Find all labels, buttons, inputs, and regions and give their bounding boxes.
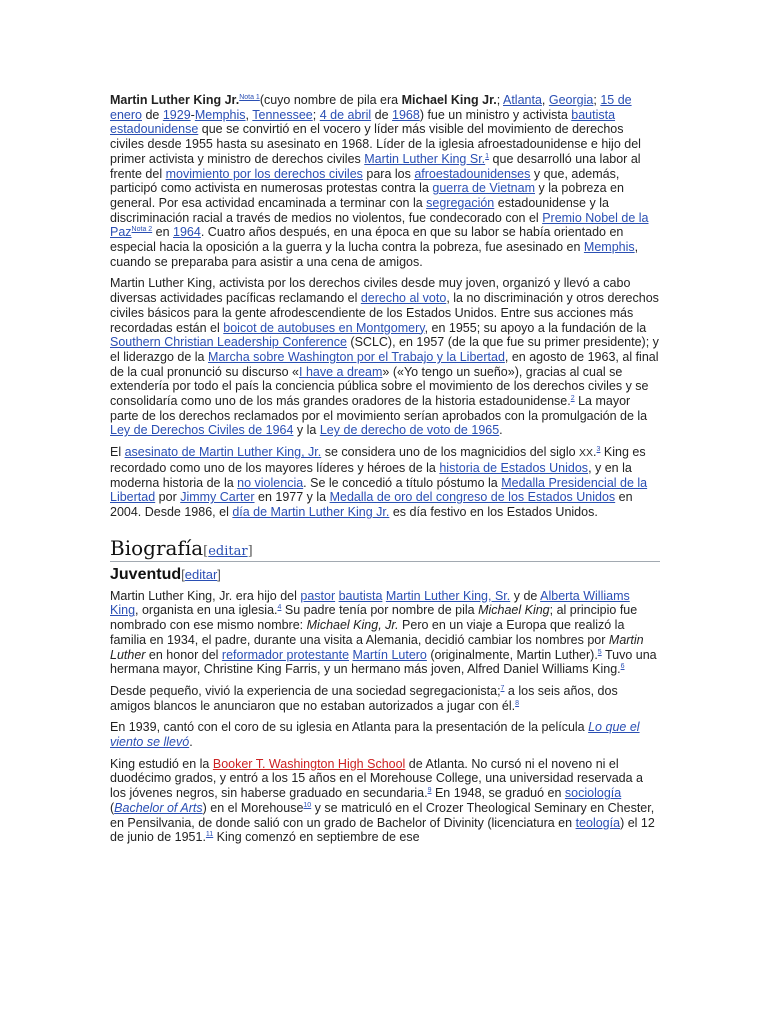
link-sociologia[interactable]: sociología xyxy=(564,786,622,801)
link-medalla-presidencial[interactable]: Medalla Presidencial de la Libertad xyxy=(110,475,648,505)
link-atlanta[interactable]: Atlanta xyxy=(503,93,542,107)
choir-paragraph: En 1939, cantó con el coro de su iglesia en Atlanta para la presentación de la película Lo que el viento se llevó. xyxy=(110,720,640,750)
link-movimiento-derechos-civiles[interactable]: movimiento por los derechos civiles xyxy=(165,166,363,181)
footnote-ref[interactable]: 1 xyxy=(485,152,490,160)
link-booker-washington-school[interactable]: Booker T. Washington High School xyxy=(212,756,406,771)
link-dia-mlk[interactable]: día de Martin Luther King Jr. xyxy=(232,504,390,519)
link-sclc[interactable]: Southern Christian Leadership Conference xyxy=(110,335,347,350)
link-afroestadounidenses[interactable]: afroestadounidenses xyxy=(414,166,531,181)
link-tennessee[interactable]: Tennessee xyxy=(252,107,313,122)
footnote-ref[interactable]: 7 xyxy=(500,684,505,692)
section-heading-juventud: Juventud[editar] xyxy=(110,565,221,583)
link-bautista[interactable]: bautista xyxy=(338,588,383,603)
link-memphis[interactable]: Memphis xyxy=(583,240,635,255)
link-memphis[interactable]: Memphis xyxy=(194,107,246,122)
link-mlk-sr[interactable]: Martin Luther King, Sr. xyxy=(385,588,511,603)
footnote-ref[interactable]: 4 xyxy=(277,604,282,612)
article-body xyxy=(110,93,660,852)
childhood-paragraph: Desde pequeño, vivió la experiencia de una sociedad segregacionista;$^7$ a los seis años, dos amigos blancos le anunciaron que no estaban autorizados a jugar con él.$^8$ xyxy=(110,683,618,713)
link-premio-nobel[interactable]: Premio Nobel de la Paz xyxy=(110,210,649,240)
footnote-ref[interactable]: Nota 2 xyxy=(131,226,153,234)
footnote-ref[interactable]: 11 xyxy=(205,831,214,839)
link-mlk-sr[interactable]: Martin Luther King Sr. xyxy=(364,151,486,166)
link-guerra-vietnam[interactable]: guerra de Vietnam xyxy=(432,181,536,196)
activism-paragraph: Martin Luther King, activista por los derechos civiles desde muy joven, organizó y llevó a cabo diversas actividades pacíficas reclamando el derecho al voto, la no discriminación y otros derechos civiles básicos para la gente afrodescendiente de los Estados Unidos. Entre sus acciones más recordadas están el boicot de autobuses en Montgomery, en 1955; su apoyo a la fundación de la Southern Christian Leadership Conference (SCLC), en 1957 (de la que fue su primer presidente); y el liderazgo de la Marcha sobre Washington por el Trabajo y la Libertad, en agosto de 1963, al final de la cual pronunció su discurso «I have a dream» («Yo tengo un sueño»), gracias al cual se extendería por todo el país la conciencia pública sobre el movimiento de los derechos civiles y se consolidaría como uno de los más grandes oradores de la historia estadounidense.$^2$ La mayor parte de los derechos reclamados por el movimiento serían aprobados con la promulgación de la Ley de Derechos Civiles de 1964 y la Ley de derecho de voto de 1965. xyxy=(110,276,659,438)
link-teologia[interactable]: teología xyxy=(575,815,621,830)
link-segregacion[interactable]: segregación xyxy=(426,195,495,210)
legacy-paragraph: El asesinato de Martin Luther King, Jr. se considera uno de los magnicidios del siglo XX.$^3$ King es recordado como uno de los mayores líderes y héroes de la historia de Estados Unidos, y en la moderna historia de la no violencia. Se le concedió a título póstumo la Medalla Presidencial de la Libertad por Jimmy Carter en 1977 y la Medalla de oro del congreso de los Estados Unidos en 2004. Desde 1986, el día de Martin Luther King Jr. es día festivo en los Estados Unidos. xyxy=(110,445,648,519)
footnote-ref[interactable]: 9 xyxy=(427,787,432,795)
footnote-ref[interactable]: 10 xyxy=(303,801,312,809)
link-date[interactable]: 15 de enero xyxy=(110,93,632,122)
link-boicot[interactable]: boicot de autobuses en Montgomery xyxy=(223,320,425,335)
link-date[interactable]: 4 de abril xyxy=(319,107,372,122)
section-heading-biografia: Biografía[editar] xyxy=(110,536,660,562)
article-subject: Martin Luther King Jr. xyxy=(110,93,240,107)
link-year[interactable]: 1929 xyxy=(162,107,191,122)
footnote-ref[interactable]: 8 xyxy=(515,699,520,707)
link-martin-lutero[interactable]: Martín Lutero xyxy=(352,647,427,662)
link-i-have-a-dream[interactable]: I have a dream xyxy=(299,364,383,379)
footnote-ref[interactable]: Nota 1 xyxy=(239,94,260,101)
link-marcha-washington[interactable]: Marcha sobre Washington por el Trabajo y la Libertad xyxy=(207,349,505,364)
link-ley-derecho-voto[interactable]: Ley de derecho de voto de 1965 xyxy=(319,423,500,438)
link-no-violencia[interactable]: no violencia xyxy=(237,475,304,490)
education-paragraph: King estudió en la Booker T. Washington High School de Atlanta. No cursó ni el noveno ni el duodécimo grados, y entró a los 15 años en el Morehouse College, una universidad reservada a los jóvenes negros, sin haberse graduado en secundaria.$^9$ En 1948, se graduó en sociología (Bachelor of Arts) en el Morehouse$^{10}$ y se matriculó en el Crozer Theological Seminary en Chester, en Pensilvania, de donde salió con un grado de Bachelor of Divinity (licenciatura en teología) el 12 de junio de 1951.11 King comenzó en septiembre de ese xyxy=(110,756,655,845)
link-year[interactable]: 1964 xyxy=(173,225,201,240)
link-asesinato[interactable]: asesinato de Martin Luther King, Jr. xyxy=(124,445,322,460)
link-year[interactable]: 1968 xyxy=(392,107,420,122)
edit-link[interactable]: editar xyxy=(184,566,218,582)
link-pelicula[interactable]: Lo que el viento se llevó xyxy=(110,720,640,750)
footnote-ref[interactable]: 6 xyxy=(620,663,625,671)
link-estadounidense[interactable]: estadounidense xyxy=(110,122,199,137)
edit-link[interactable]: editar xyxy=(208,543,248,559)
link-bachelor-of-arts[interactable]: Bachelor of Arts xyxy=(114,800,203,815)
footnote-ref[interactable]: 2 xyxy=(570,395,575,403)
youth-paragraph: Martin Luther King, Jr. era hijo del pastor bautista Martin Luther King, Sr. y de Alberta Williams King, organista en una iglesia.$^4$ Su padre tenía por nombre de pila Michael King; al principio fue nombrado con ese mismo nombre: Michael King, Jr. Pero en un viaje a Europa que realizó la familia en 1934, el padre, durante una visita a Alemania, decidió cambiar los nombres por Martin Luther en honor del reformador protestante Martín Lutero (originalmente, Martin Luther).$^5$ Tuvo una hermana mayor, Christine King Farris, y un hermano más joven, Alfred Daniel Williams King.$^6$ xyxy=(110,588,657,677)
link-ley-derechos-civiles[interactable]: Ley de Derechos Civiles de 1964 xyxy=(110,423,294,438)
link-derecho-voto[interactable]: derecho al voto xyxy=(360,291,447,306)
link-jimmy-carter[interactable]: Jimmy Carter xyxy=(180,490,255,505)
link-pastor[interactable]: pastor xyxy=(300,588,336,603)
link-historia-eeuu[interactable]: historia de Estados Unidos xyxy=(439,460,589,475)
link-reformador-protestante[interactable]: reformador protestante xyxy=(221,647,350,662)
link-alberta-williams-king[interactable]: Alberta Williams King xyxy=(110,588,630,618)
footnote-ref[interactable]: 3 xyxy=(596,446,601,454)
link-georgia[interactable]: Georgia xyxy=(548,93,594,107)
footnote-ref[interactable]: 5 xyxy=(597,648,602,656)
link-bautista[interactable]: bautista xyxy=(571,107,616,122)
intro-paragraph: Martin Luther King Jr.$^{Nota 1}$(cuyo nombre de pila era Michael King Jr.; Atlanta, Georgia; 15 de enero de 1929-Memphis, Tennessee; 4 de abril de 1968) fue un ministro y activista bautista estadounidense que se convirtió en el vocero y líder más visible del movimiento de derechos civiles desde 1955 hasta su asesinato en 1968. Líder de la iglesia afroestadounidense e hijo del primer activista y ministro de derechos civiles Martin Luther King Sr.$^1$ que desarrolló una labor al frente del movimiento por los derechos civiles para los afroestadounidenses y que, además, participó como activista en numerosas protestas contra la guerra de Vietnam y la pobreza en general. Por esa actividad encaminada a terminar con la segregación estadounidense y la discriminación racial a través de medios no violentos, fue condecorado con el Premio Nobel de la Paz$^{Nota 2}$ en 1964. Cuatro años después, en una época en que su labor se había orientado en especial hacia la oposición a la guerra y la lucha contra la pobreza, fue asesinado en Memphis, cuando se preparaba para asistir a una cena de amigos. xyxy=(110,93,649,269)
link-medalla-oro[interactable]: Medalla de oro del congreso de los Estados Unidos xyxy=(329,490,616,505)
